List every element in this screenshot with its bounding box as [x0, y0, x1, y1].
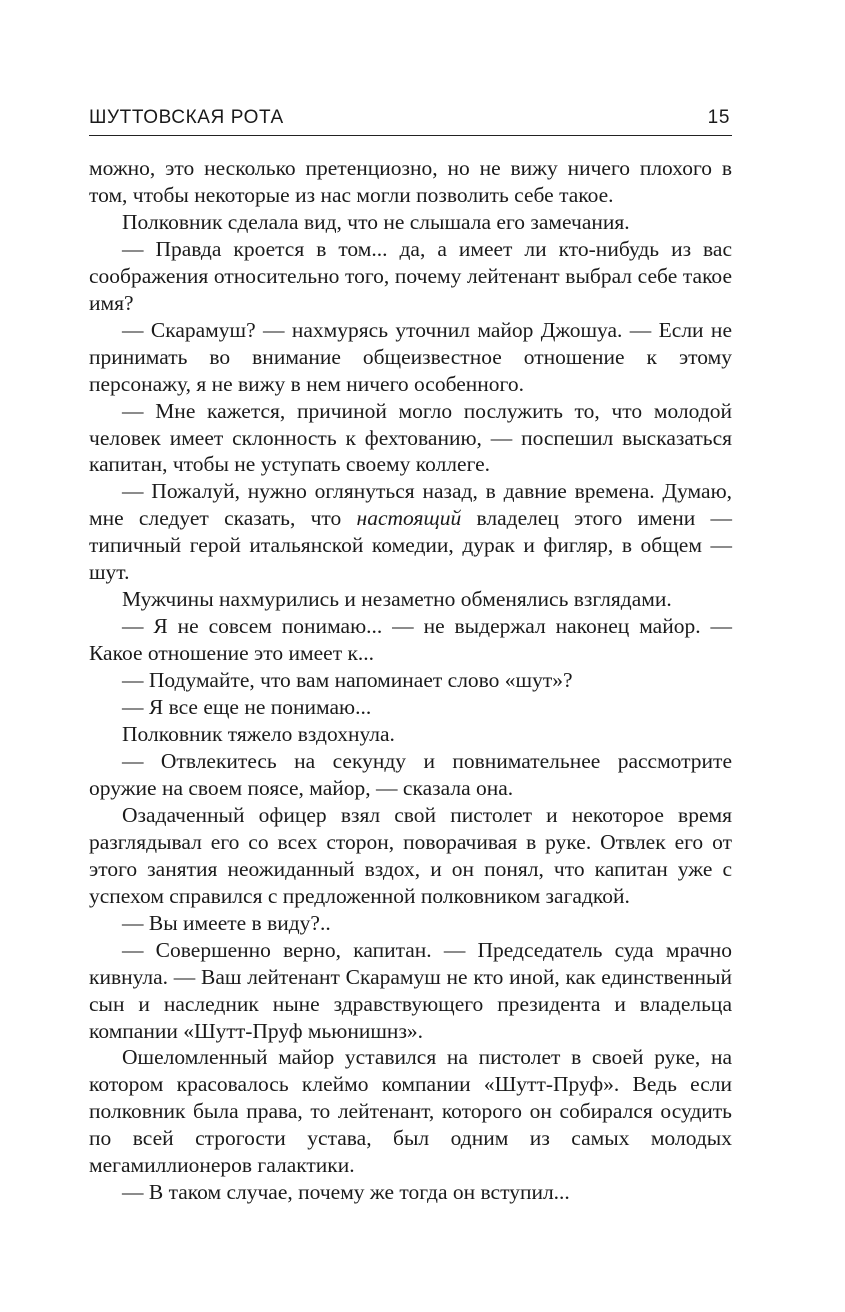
paragraph	[89, 478, 732, 586]
book-page	[89, 0, 732, 1312]
paragraph: — Я не совсем понимаю... — не выдержал наконец майор. — Какое отношение это имеет к...	[89, 614, 732, 666]
paragraph: — Подумайте, что вам напоминает слово «шут»?	[122, 668, 573, 693]
paragraph: Мужчины нахмурились и незаметно обменялись взглядами.	[122, 587, 672, 612]
paragraph: — Отвлекитесь на секунду и повнимательнее рассмотрите оружие на своем поясе, майор, — сказала она.	[89, 748, 732, 800]
paragraph: — Правда кроется в том... да, а имеет ли кто-нибудь из вас соображения относительно того, почему лейтенант выбрал себе такое имя?	[89, 236, 732, 315]
paragraph: Ошеломленный майор уставился на пистолет в своей руке, на котором красовалось клеймо компании «Шутт-Пруф». Ведь если полковник была права, то лейтенант, которого он собирался осудить по всей строгости устава, был одним из самых молодых мегамиллионеров галактики.	[89, 1045, 732, 1178]
paragraph: Полковник сделала вид, что не слышала его замечания.	[122, 209, 630, 234]
body-text	[89, 155, 732, 1206]
paragraph: можно, это несколько претенциозно, но не вижу ничего плохого в том, чтобы некоторые из нас могли позволить себе такое.	[89, 156, 732, 207]
paragraph: — Вы имеете в виду?..	[122, 910, 331, 935]
paragraph: — Я все еще не понимаю...	[122, 695, 372, 720]
paragraph: — Совершенно верно, капитан. — Председатель суда мрачно кивнула. — Ваш лейтенант Скарамуш не кто иной, как единственный сын и наследник ныне здравствующего президента и владельца компании «Шутт-Пруф мьюнишнз».	[89, 937, 732, 1043]
running-header-title: ШУТТОВСКАЯ РОТА	[89, 107, 284, 128]
paragraph-text: — Пожалуй, нужно оглянуться назад, в давние времена. Думаю, мне следует сказать, что	[89, 479, 732, 531]
header-rule	[89, 135, 732, 136]
running-header	[89, 107, 732, 133]
paragraph: Полковник тяжело вздохнула.	[122, 722, 395, 747]
paragraph: — В таком случае, почему же тогда он вступил...	[122, 1180, 570, 1205]
page-number: 15	[707, 107, 730, 128]
paragraph: — Мне кажется, причиной могло послужить то, что молодой человек имеет склонность к фехтованию, — поспешил высказаться капитан, чтобы не уступать своему коллеге.	[89, 398, 732, 477]
paragraph-text: владелец этого имени — типичный герой итальянской комедии, дурак и фигляр, в общем — шут.	[89, 506, 732, 585]
paragraph: Озадаченный офицер взял свой пистолет и некоторое время разглядывал его со всех сторон, поворачивая в руке. Отвлек его от этого занятия неожиданный вздох, и он понял, что капитан уже с успехом справился с предложенной полковником загадкой.	[89, 802, 732, 908]
emphasized-word: настоящий	[356, 506, 462, 531]
paragraph: — Скарамуш? — нахмурясь уточнил майор Джошуа. — Если не принимать во внимание общеизвестное отношение к этому персонажу, я не вижу в нем ничего особенного.	[89, 317, 732, 396]
